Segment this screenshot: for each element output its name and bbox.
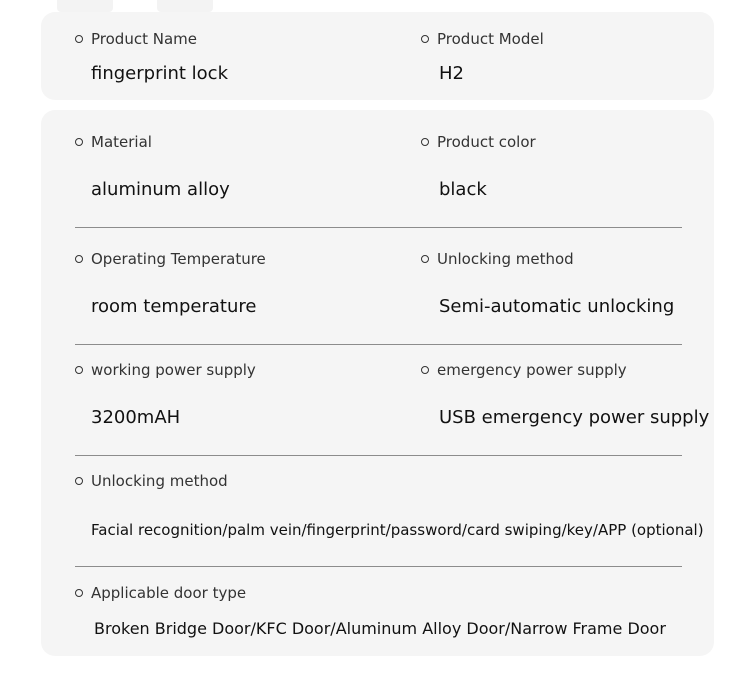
material-value: aluminum alloy: [91, 179, 230, 200]
product-model-value: H2: [439, 63, 464, 84]
unlocking-method-label-text: Unlocking method: [437, 250, 574, 268]
emergency-power-value: USB emergency power supply: [439, 407, 710, 428]
product-name-value: fingerprint lock: [91, 63, 228, 84]
bullet-circle-icon: [75, 589, 83, 597]
unlocking-method-value: Semi-automatic unlocking: [439, 296, 675, 317]
bullet-circle-icon: [421, 138, 429, 146]
unlocking-method-full-label: [75, 472, 228, 490]
unlocking-method-full-label-text: Unlocking method: [91, 472, 228, 490]
door-type-label: [75, 584, 246, 602]
spec-card-basic: [41, 12, 714, 100]
door-type-value: Broken Bridge Door/KFC Door/Aluminum Alloy Door/Narrow Frame Door: [94, 619, 666, 638]
working-power-label-text: working power supply: [91, 361, 256, 379]
product-color-label: [421, 133, 536, 151]
bullet-circle-icon: [421, 366, 429, 374]
product-name-label: [75, 30, 197, 48]
unlocking-method-full-value: Facial recognition/palm vein/fingerprint/password/card swiping/key/APP (optional): [91, 521, 704, 539]
divider: [75, 566, 682, 567]
emergency-power-label: [421, 361, 627, 379]
product-name-label-text: Product Name: [91, 30, 197, 48]
material-label: [75, 133, 152, 151]
top-tab-right: [157, 0, 213, 12]
material-label-text: Material: [91, 133, 152, 151]
operating-temperature-value: room temperature: [91, 296, 257, 317]
product-color-label-text: Product color: [437, 133, 536, 151]
bullet-circle-icon: [75, 35, 83, 43]
product-model-label: [421, 30, 544, 48]
working-power-value: 3200mAH: [91, 407, 181, 428]
divider: [75, 344, 682, 345]
product-model-label-text: Product Model: [437, 30, 544, 48]
top-tab-left: [57, 0, 113, 12]
divider: [75, 227, 682, 228]
bullet-circle-icon: [75, 138, 83, 146]
divider: [75, 455, 682, 456]
operating-temperature-label-text: Operating Temperature: [91, 250, 266, 268]
product-color-value: black: [439, 179, 487, 200]
unlocking-method-label: [421, 250, 574, 268]
door-type-label-text: Applicable door type: [91, 584, 247, 602]
bullet-circle-icon: [421, 35, 429, 43]
operating-temperature-label: [75, 250, 266, 268]
bullet-circle-icon: [75, 255, 83, 263]
bullet-circle-icon: [75, 366, 83, 374]
working-power-label: [75, 361, 256, 379]
bullet-circle-icon: [75, 477, 83, 485]
emergency-power-label-text: emergency power supply: [437, 361, 627, 379]
bullet-circle-icon: [421, 255, 429, 263]
